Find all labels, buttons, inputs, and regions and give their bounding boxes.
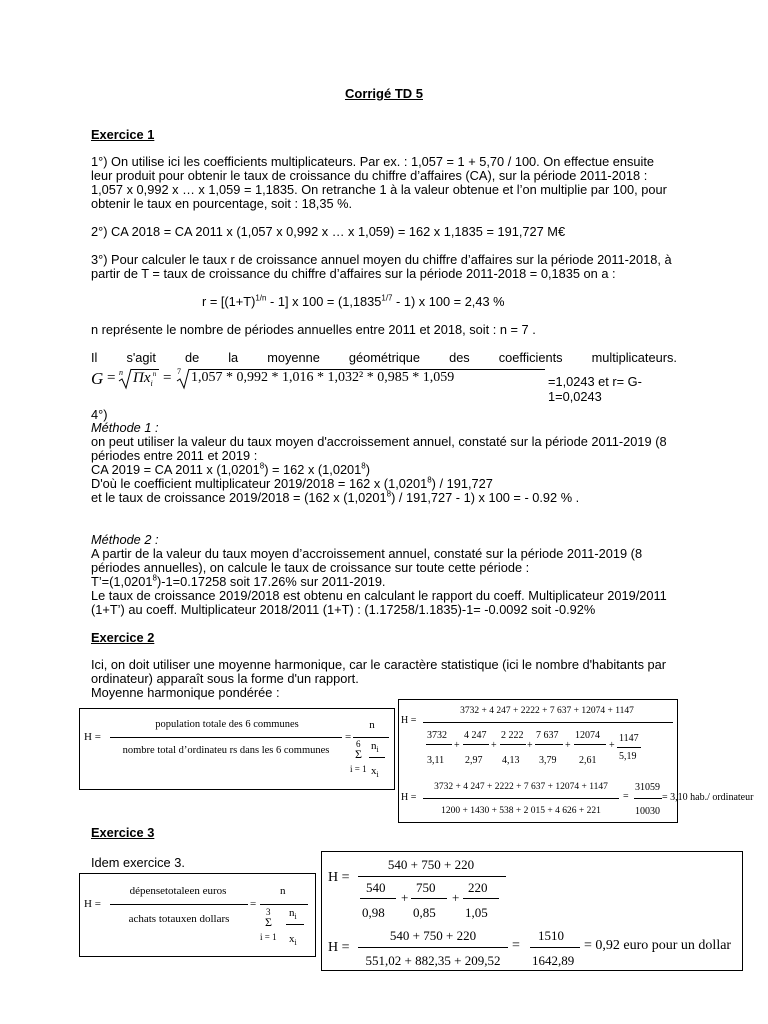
term-denominator: 5,19 [619,751,637,762]
geo-product: $\Pi x_i^n$ [133,370,157,388]
method2-title: Méthode 2 : [91,532,159,547]
plus-sign: + [452,890,460,905]
m1-line2: périodes entre 2011 et 2019 : [91,448,258,463]
ex3-idem: Idem exercice 3. [91,855,185,870]
h-label: H = [401,715,417,726]
p5-word: moyenne [267,350,320,365]
p5-word: coefficients [498,350,563,365]
term-denominator: 0,85 [413,905,436,920]
m1-line1: on peut utiliser la valeur du taux moyen d'accroissement annuel, constaté sur la période 2011-2019 (8 [91,434,667,449]
equals-sign: = [345,731,352,743]
p5-word: s'agit [126,350,156,365]
formula-r [202,295,505,309]
term-denominator: 0,98 [362,905,385,920]
p5-word: la [228,350,239,365]
ex1-p1-line1: 1°) On utilise ici les coefficients multiplicateurs. Par ex. : 1,057 = 1 + 5,70 / 100. On effectue ensuite [91,154,655,169]
formula-r-part3: - 1) x 100 = 2,43 % [392,294,505,309]
geo-G: G [91,369,104,388]
ex2-harmonic-formula-box [79,708,395,790]
sum-computers: 1200 + 1430 + 538 + 2 015 + 4 626 + 221 [441,806,601,816]
total-euros: 1510 [538,928,564,943]
ex1-p5 [91,351,677,365]
sum-euros: 540 + 750 + 220 [387,857,475,872]
total-population: 31059 [635,782,660,793]
p5-word: des [449,350,470,365]
m1-taux: et le taux de croissance 2019/2018 = (162 x (1,0201$^8$) / 191,727 - 1) x 100 = - 0.92 % . [91,489,580,505]
plus-sign: + [454,740,460,751]
ex2-line2: ordinateur) apparaît sous la forme d'un rapport. [91,671,359,686]
p5-word: multiplicateurs. [591,350,677,365]
root-sign-icon [118,368,132,390]
formula-r-part1: r = [(1+T) [202,294,256,309]
m2-line3: Le taux de croissance 2019/2018 est obtenu en calculant le rapport du coeff. Multiplicateur 2019/2011 [91,588,667,603]
equals-sign: = [512,938,520,953]
page-title: Corrigé TD 5 [344,86,423,101]
sum-top: 3 [266,907,271,917]
sigma-icon: Σ [265,915,272,929]
equals-sign: = [250,898,257,910]
harmonic-result: = 3,10 hab./ ordinateur [662,792,754,803]
m2-line1: A partir de la valeur du taux moyen d’accroissement annuel, constaté sur la période 2011-2019 (8 [91,546,643,561]
ex1-p1-line4: obtenir le taux en pourcentage, soit : 18,35 %. [91,196,353,211]
term-numerator: 4 247 [464,730,487,741]
ex1-p3-line1: 3°) Pour calculer le taux r de croissance annuel moyen du chiffre d’affaires sur la période 2011-2018, à [91,252,672,267]
plus-sign: + [565,740,571,751]
plus-sign: + [401,890,409,905]
ex2-calculation-box [398,699,678,823]
formula-r-part2: - 1] x 100 = (1,1835 [266,294,382,309]
ex1-p3-line2: partir de T = taux de croissance du chiffre d’affaires sur la période 2011-2018 = 0,1835 on a : [91,266,616,281]
n-numerator: n [280,885,286,897]
sum-populations: 3732 + 4 247 + 2222 + 7 637 + 12074 + 1147 [434,782,608,792]
term-denominator: 3,79 [539,755,557,766]
m1-coef: D'où le coefficient multiplicateur 2019/2018 = 162 x (1,0201$^8$) / 191,727 [91,475,493,491]
sum-top: 6 [356,739,361,749]
exercise3-heading: Exercice 3 [91,825,155,840]
geo-eq2: = [163,370,172,386]
p5-word: de [184,350,200,365]
fraction-numerator: dépensetotaleen euros [129,885,227,897]
term-denominator: 2,61 [579,755,597,766]
ex3-calculation-box [321,851,743,971]
term-numerator: 540 [366,880,386,895]
ex1-p2: 2°) CA 2018 = CA 2011 x (1,057 x 0,992 x … x 1,059) = 162 x 1,1835 = 191,727 M€ [91,224,566,239]
term-denominator: 4,13 [502,755,520,766]
term-numerator: 12074 [575,730,600,741]
sum-populations: 3732 + 4 247 + 2222 + 7 637 + 12074 + 1147 [460,706,634,716]
term-denominator: 1,05 [465,905,488,920]
total-computers: 10030 [635,806,660,817]
plus-sign: + [491,740,497,751]
term-numerator: 220 [468,880,488,895]
h-label: H = [328,940,350,955]
h-label: H = [328,870,350,885]
plus-sign: + [609,740,615,751]
sum-euros: 540 + 750 + 220 [389,928,477,943]
ex3-harmonic-formula-box [79,873,316,957]
ex1-p4: n représente le nombre de périodes annuelles entre 2011 et 2018, soit : n = 7 . [91,322,536,337]
m2-t: $T’=(1,0201^8)-1=0.17258$ soit 17.26% sur 2011-2019. [91,573,386,589]
geometric-mean-formula [91,365,651,404]
h-label: H = [401,792,417,803]
sum-bottom: i = 1 [350,764,367,774]
m2-line4: (1+T’) au coeff. Multiplicateur 2018/2011 (1+T) : (1.17258/1.1835)-1= -0.0092 soit -0.92% [91,602,596,617]
equals-sign: = [623,791,629,802]
term-numerator: 1147 [619,733,639,744]
p5-word: Il [91,350,98,365]
geo-result: =1,0243 et r= G-1=0,0243 [548,374,642,404]
m2-line2: périodes annuelles), on calcule le taux de croissance sur toute cette période : [91,560,530,575]
geo-root-index-7: 7 [177,367,181,376]
exercise2-heading: Exercice 2 [91,630,155,645]
sigma-icon: Σ [355,747,362,761]
total-dollars: 1642,89 [532,953,575,968]
term-numerator: 7 637 [536,730,559,741]
n-i: $n_i$ [289,907,297,922]
term-numerator: 3732 [427,730,447,741]
term-denominator: 2,97 [465,755,483,766]
term-numerator: 2 222 [501,730,524,741]
q4-label: 4°) [91,407,108,422]
root-sign-icon [176,368,190,390]
formula-r-exp1: 1/n [255,293,267,303]
fraction-denominator: achats totauxen dollars [128,913,230,925]
exercise1-heading: Exercice 1 [91,127,155,142]
ex1-p1-line2: leur produit pour obtenir le taux de croissance du chiffre d’affaires (CA), sur la période 2011-2018 : [91,168,648,183]
sum-bottom: i = 1 [260,932,277,942]
formula-r-exp2: 1/7 [381,293,393,303]
m1-ca: CA 2019 = CA 2011 x $(1,0201^8) = 162$ x (1,0201$^8$) [91,461,371,477]
n-i: $n_i$ [371,740,379,755]
geo-root-index-n: n [119,368,123,377]
x-i: $x_i$ [289,933,297,948]
term-numerator: 750 [416,880,436,895]
method1-title: Méthode 1 : [91,420,159,435]
h-label: H = [84,898,101,910]
p5-word: géométrique [348,350,421,365]
ex1-p1-line3: 1,057 x 0,992 x … x 1,059 = 1,1835. On retranche 1 à la valeur obtenue et l’on multiplie par 100, pour [91,182,667,197]
n-numerator: n [369,719,375,731]
harmonic-result: = 0,92 euro pour un dollar [584,938,732,953]
geo-eq: = [107,370,116,386]
fraction-numerator: population totale des 6 communes [155,719,299,730]
plus-sign: + [527,740,533,751]
ex2-line3: Moyenne harmonique pondérée : [91,685,280,700]
x-i: $x_i$ [371,765,379,780]
sum-dollars: 551,02 + 882,35 + 209,52 [365,953,501,968]
h-label: H = [84,731,101,743]
term-denominator: 3,11 [427,755,445,766]
fraction-denominator: nombre total d’ordinateu rs dans les 6 communes [122,745,330,756]
ex2-line1: Ici, on doit utiliser une moyenne harmonique, car le caractère statistique (ici le nombre d'habitants par [91,657,667,672]
geo-radicand: 1,057 * 0,992 * 1,016 * 1,032² * 0,985 * 1,059 [191,370,455,385]
